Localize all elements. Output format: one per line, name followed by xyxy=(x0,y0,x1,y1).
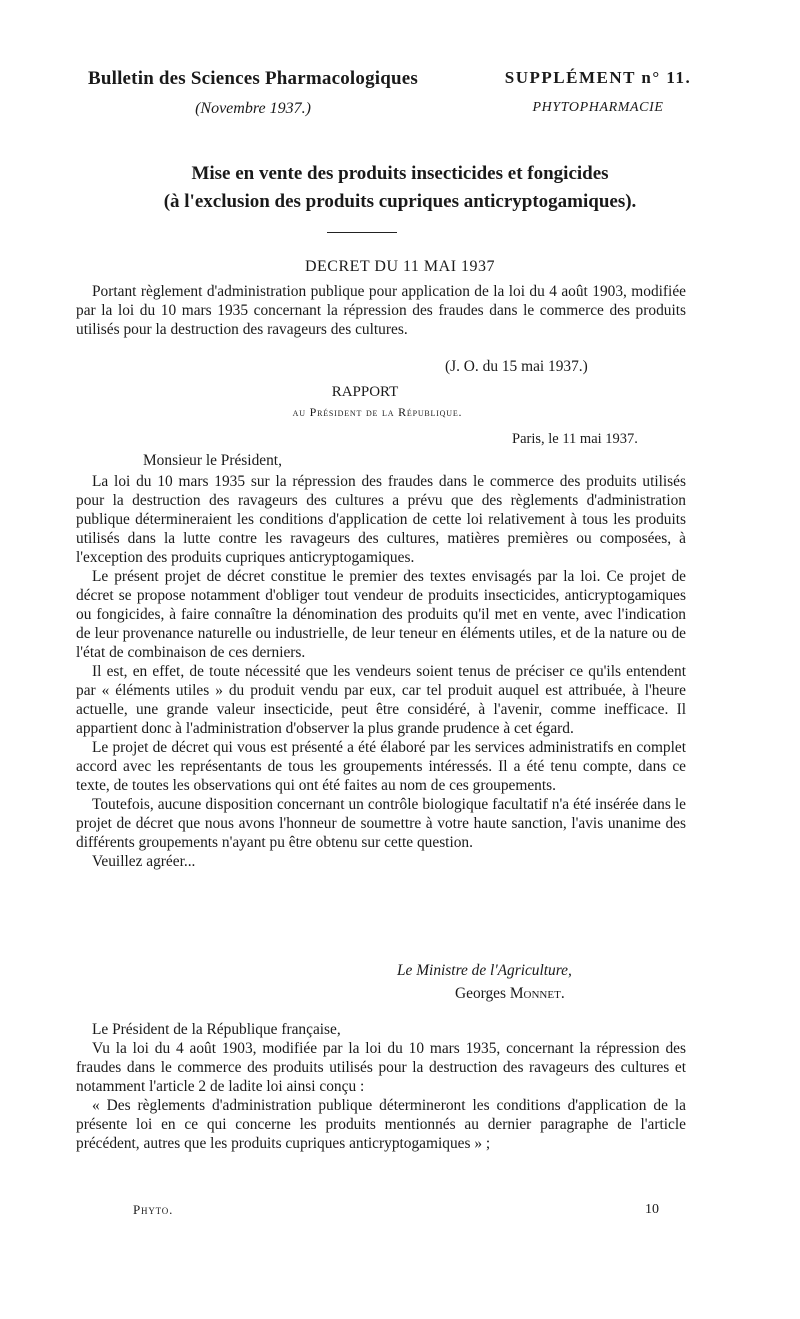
decree-intro-block xyxy=(76,282,686,339)
decree-paragraph: Vu la loi du 4 août 1903, modifiée par la loi du 10 mars 1935, concernant la répression des fraudes dans le commerce des produits utilisés pour la destruction des ravageurs des cultures et notamment l'article 2 de ladite loi ainsi conçu : xyxy=(76,1040,686,1095)
issue-date: (Novembre 1937.) xyxy=(195,100,311,117)
signature-name xyxy=(455,985,565,1003)
header-left xyxy=(68,68,438,118)
rapport-paragraph: Toutefois, aucune disposition concernant un contrôle biologique facultatif n'a été insérée dans le projet de décret que nous avons l'honneur de soumettre à votre haute sanction, l'avis unanime des différents groupements n'ayant pu être obtenu sur cette question. xyxy=(76,796,686,851)
decree-heading: DECRET DU 11 MAI 1937 xyxy=(304,258,496,275)
supplement-number: SUPPLÉMENT n° 11. xyxy=(504,68,692,87)
decree-paragraph: « Des règlements d'administration publique détermineront les conditions d'application de la présente loi en ce qui concerne les produits mentionnés au dernier paragraphe de l'article précédent, autres que les produits cupriques anticryptogamiques » ; xyxy=(76,1097,686,1152)
article-title-line-2: (à l'exclusion des produits cupriques anticryptogamiques). xyxy=(163,191,637,212)
rapport-paragraph: Le projet de décret qui vous est présenté a été élaboré par les services administratifs en complet accord avec les représentants de tous les groupements intéressés. Il a été tenu compte, dans ce texte, de toutes les observations qui ont été faites au nom de ces groupements. xyxy=(76,739,686,794)
rapport-body xyxy=(76,472,686,871)
article-title-line-1: Mise en vente des produits insecticides et fongicides xyxy=(191,163,609,184)
decree-intro: Portant règlement d'administration publique pour application de la loi du 4 août 1903, modifiée par la loi du 10 mars 1935 concernant la répression des fraudes dans le commerce des produits utilisés pour la destruction des ravageurs des cultures. xyxy=(76,283,686,338)
rapport-paragraph: Il est, en effet, de toute nécessité que les vendeurs soient tenus de préciser ce qu'ils entendent par « éléments utiles » du produit vendu par eux, car tel produit auquel est attribuée, à l'heure actuelle, une grande valeur insecticide, peut être considéré, à l'avenir, comme inefficace. Il appartient donc à l'administration d'observer la plus grande prudence à cet égard. xyxy=(76,663,686,737)
header-right xyxy=(488,68,708,116)
rapport-paragraph: La loi du 10 mars 1935 sur la répression des fraudes dans le commerce des produits utilisés pour la destruction des ravageurs des cultures a prévu que des règlements d'administration publique détermineraient les conditions d'application de cette loi relativement à tous les produits utilisés dans la lutte contre les ravageurs des cultures, matières premières ou composées, à l'exception des produits cupriques anticryptogamiques. xyxy=(76,473,686,566)
rapport-closing: Veuillez agréer... xyxy=(92,853,196,870)
footer-label: Phyto. xyxy=(133,1202,174,1217)
signature-title: Le Ministre de l'Agriculture, xyxy=(397,962,572,979)
rapport-salutation: Monsieur le Président, xyxy=(143,452,282,469)
journal-officiel-source: (J. O. du 15 mai 1937.) xyxy=(445,358,588,375)
rapport-paragraph: Le présent projet de décret constitue le premier des textes envisagés par la loi. Ce projet de décret se propose notamment d'obliger tout vendeur de produits insecticides, anticryptogamiques ou fongicides, à faire connaître la dénomination des produits qu'il met en vente, avec l'indication de leur provenance naturelle ou industrielle, de leur teneur en éléments utiles, et de la nature ou de l'état de combinaison de ces derniers. xyxy=(76,568,686,661)
article-title xyxy=(70,160,730,216)
decree-body xyxy=(76,1020,686,1153)
title-divider xyxy=(327,232,397,233)
journal-title: Bulletin des Sciences Pharmacologiques xyxy=(87,68,419,89)
rapport-addressee: au Président de la République. xyxy=(292,405,463,419)
rapport-heading: RAPPORT xyxy=(331,384,399,400)
page-number: 10 xyxy=(645,1202,659,1217)
section-name: PHYTOPHARMACIE xyxy=(532,100,664,115)
rapport-place-date: Paris, le 11 mai 1937. xyxy=(512,431,638,447)
signature-last-name: Monnet. xyxy=(509,985,565,1002)
signature-first-name: Georges xyxy=(455,985,510,1002)
decree-paragraph: Le Président de la République française, xyxy=(92,1021,341,1038)
